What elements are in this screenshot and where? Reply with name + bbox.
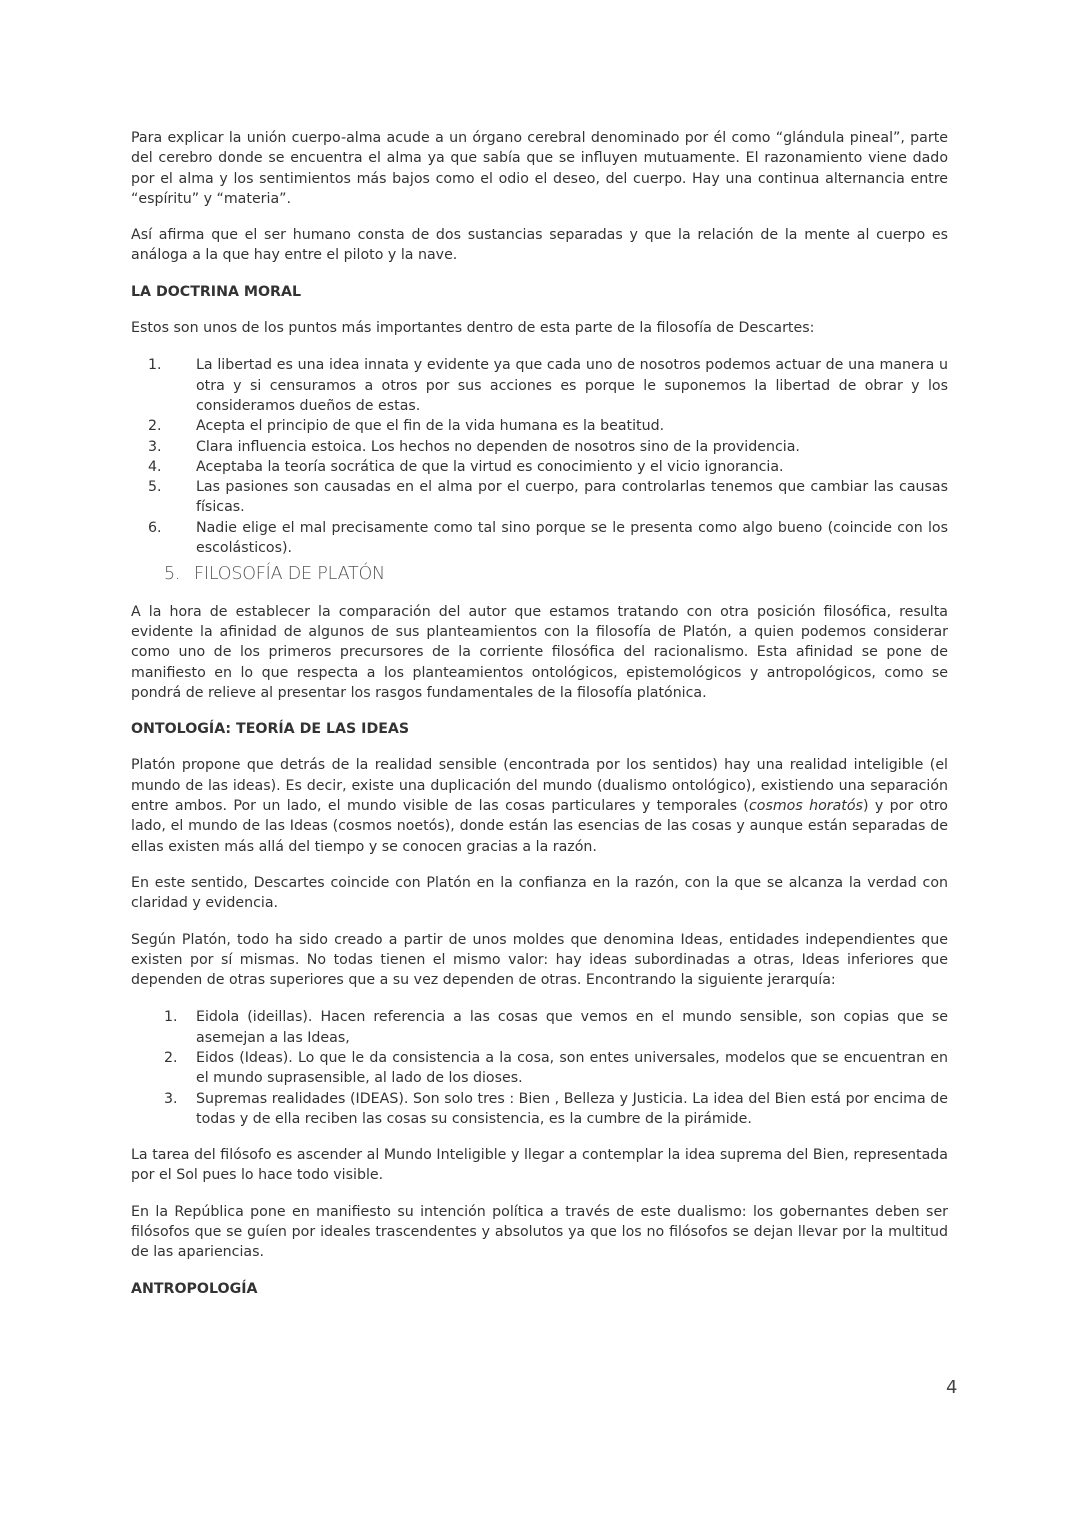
section-heading-filosofia-platon bbox=[164, 564, 948, 584]
paragraph-ontologia-dualismo: Platón propone que detrás de la realidad sensible (encontrada por los sentidos) hay una realidad inteligible (el mundo de las ideas). Es decir, existe una duplicación del mundo (dualismo ontológico), existiendo una separación entre ambos. Por un lado, el mundo visible de las cosas particulares y temporales (cosmos horatós) y por otro lado, el mundo de las Ideas (cosmos noetós), donde están las esencias de las cosas y aunque están separadas de ellas existen más allá del tiempo y se conocen gracias a la razón. bbox=[131, 757, 948, 855]
paragraph-jerarquia-intro: Según Platón, todo ha sido creado a partir de unos moldes que denomina Ideas, entidades independientes que existen por sí mismas. No todas tienen el mismo valor: hay ideas subordinadas a otras, Ideas inferiores que dependen de otras superiores que a su vez dependen de otras. Encontrando la siguiente jerarquía: bbox=[131, 931, 948, 989]
list-item: 2. Acepta el principio de que el fin de la vida humana es la beatitud. bbox=[148, 418, 665, 435]
list-item: 1. Eidola (ideillas). Hacen referencia a las cosas que vemos en el mundo sensible, son copias que se asemejan a las Ideas, bbox=[164, 1009, 948, 1046]
moral-list bbox=[131, 355, 948, 558]
list-item: 1. La libertad es una idea innata y evidente ya que cada uno de nosotros podemos actuar de una manera u otra y si censuramos a otros por sus acciones es porque le suponemos la libertad de obrar y los consideramos dueños de estas. bbox=[148, 357, 948, 414]
list-item: 4. Aceptaba la teoría socrática de que la virtud es conocimiento y el vicio ignorancia. bbox=[148, 458, 784, 475]
heading-ontologia: ONTOLOGÍA: TEORÍA DE LAS IDEAS bbox=[131, 721, 410, 738]
heading-doctrina-moral: LA DOCTRINA MORAL bbox=[131, 283, 302, 300]
list-item: 2. Eidos (Ideas). Lo que le da consistencia a la cosa, son entes universales, modelos que se encuentran en el mundo suprasensible, al lado de los dioses. bbox=[164, 1049, 948, 1087]
paragraph-republica: En la República pone en manifiesto su intención política a través de este dualismo: los gobernantes deben ser filósofos que se guíen por ideales trascendentes y absolutos ya que los no filósofos se dejan llevar por la multitud de las apariencias. bbox=[131, 1203, 948, 1261]
document-page bbox=[131, 128, 948, 1315]
paragraph-moral-intro: Estos son unos de los puntos más importantes dentro de esta parte de la filosofía de Descartes: bbox=[131, 320, 815, 337]
paragraph-dos-sustancias: Así afirma que el ser humano consta de dos sustancias separadas y que la relación de la mente al cuerpo es análoga a la que hay entre el piloto y la nave. bbox=[131, 227, 948, 264]
list-item: 3. Clara influencia estoica. Los hechos no dependen de nosotros sino de la providencia. bbox=[148, 438, 800, 455]
section-number: 5. bbox=[164, 564, 181, 585]
paragraph-union-cuerpo-alma: Para explicar la unión cuerpo-alma acude a un órgano cerebral denominado por él como “glándula pineal”, parte del cerebro donde se encuentra el alma ya que sabía que se influyen mutuamente. El razonamiento viene dado por el alma y los sentimientos más bajos como el odio el deseo, del cuerpo. Hay una continua alternancia entre “espíritu” y “materia”. bbox=[131, 130, 948, 207]
section-title-text: FILOSOFÍA DE PLATÓN bbox=[194, 564, 385, 585]
paragraph-descartes-platon: En este sentido, Descartes coincide con Platón en la confianza en la razón, con la que se alcanza la verdad con claridad y evidencia. bbox=[131, 874, 948, 912]
list-item: 6. Nadie elige el mal precisamente como tal sino porque se le presenta como algo bueno (coincide con los escolásticos). bbox=[148, 519, 948, 557]
paragraph-platon-intro: A la hora de establecer la comparación del autor que estamos tratando con otra posición filosófica, resulta evidente la afinidad de algunos de sus planteamientos con la filosofía de Platón, a quien podemos considerar como uno de los primeros precursores de la corriente filosófica del racionalismo. Esta afinidad se pone de manifiesto en lo que respecta a los planteamientos ontológicos, epistemológicos y antropológicos, como se pondrá de relieve al presentar los rasgos fundamentales de la filosofía platónica. bbox=[131, 603, 948, 701]
page-number: 4 bbox=[946, 1377, 958, 1398]
list-item: 3. Supremas realidades (IDEAS). Son solo tres : Bien , Belleza y Justicia. La idea del Bien está por encima de todas y de ella reciben las cosas su consistencia, es la cumbre de la pirámide. bbox=[164, 1090, 948, 1127]
paragraph-tarea-filosofo: La tarea del filósofo es ascender al Mundo Inteligible y llegar a contemplar la idea suprema del Bien, representada por el Sol pues lo hace todo visible. bbox=[131, 1147, 948, 1184]
ideas-hierarchy-list bbox=[131, 1007, 948, 1129]
heading-antropologia: ANTROPOLOGÍA bbox=[131, 1280, 258, 1297]
list-item: 5. Las pasiones son causadas en el alma por el cuerpo, para controlarlas tenemos que cambiar las causas físicas. bbox=[148, 479, 948, 516]
